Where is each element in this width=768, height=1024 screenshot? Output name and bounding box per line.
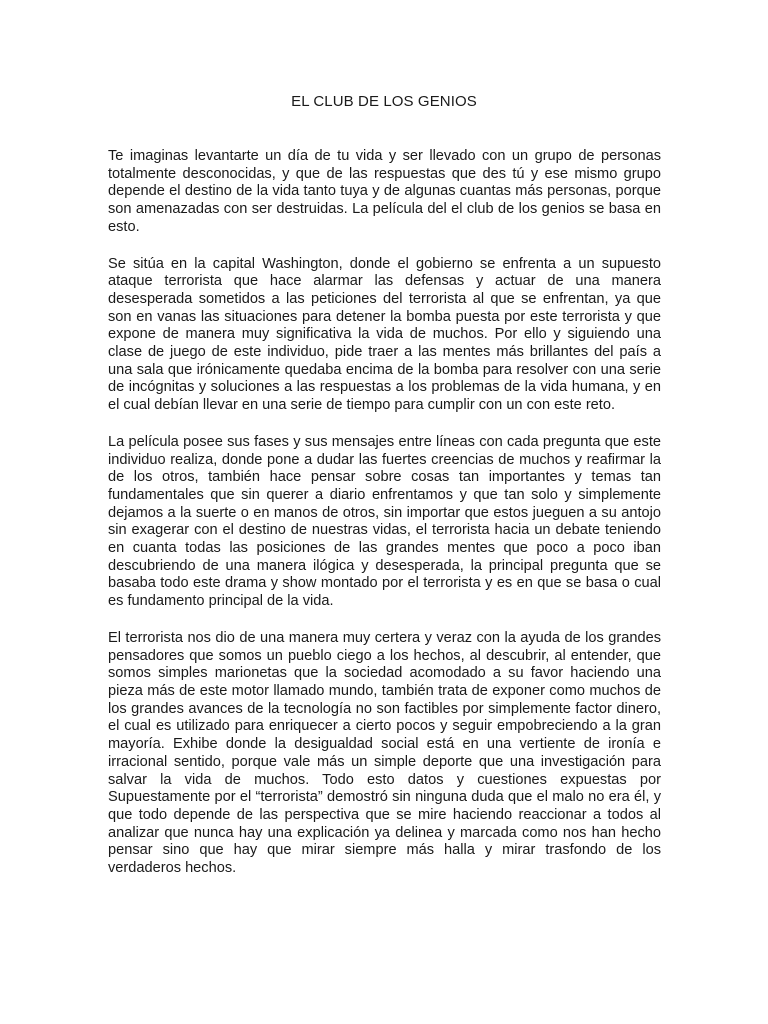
paragraph: Te imaginas levantarte un día de tu vida y ser llevado con un grupo de personas totalmente desconocidas, y que de las respuestas que des tú y ese mismo grupo depende el destino de la vida tanto tuya y de algunas cuantas más personas, porque son amenazadas con ser destruidas. La película del el club de los genios se basa en esto. — [108, 148, 661, 235]
paragraph: Se sitúa en la capital Washington, donde el gobierno se enfrenta a un supuesto ataque terrorista que hace alarmar las defensas y actuar de una manera desesperada sometidos a las peticiones del terrorista al que se enfrentan, ya que son en vanas las situaciones para detener la bomba puesta por este terrorista y que expone de manera muy significativa la vida de muchos. Por ello y siguiendo una clase de juego de este individuo, pide traer a las mentes más brillantes del país a una sala que irónicamente quedaba encima de la bomba para resolver con una serie de incógnitas y soluciones a las respuestas a los problemas de la vida humana, y en el cual debían llevar en una serie de tiempo para cumplir con un con este reto. — [108, 255, 661, 414]
document-body — [108, 148, 661, 897]
document-title: EL CLUB DE LOS GENIOS — [291, 93, 477, 110]
paragraph: El terrorista nos dio de una manera muy certera y veraz con la ayuda de los grandes pensadores que somos un pueblo ciego a los hechos, al descubrir, al entender, que somos simples marionetas que la sociedad acomodado a su favor haciendo una pieza más de este motor llamado mundo, también trata de exponer como muchos de los grandes avances de la tecnología no son factibles por simplemente factor dinero, el cual es utilizado para enriquecer a cierto pocos y seguir empobreciendo a la gran mayoría. Exhibe donde la desigualdad social está en una vertiente de ironía e irracional sentido, porque vale más un simple deporte que una investigación para salvar la vida de muchos. Todo esto datos y cuestiones expuestas por Supuestamente por el “terrorista” demostró sin ninguna duda que el malo no era él, y que todo depende de las perspectiva que se mire haciendo reaccionar a todos al analizar que nunca hay una explicación ya delinea y marcada como nos han hecho pensar sino que hay que mirar siempre más halla y mirar trasfondo de los verdaderos hechos. — [108, 629, 661, 877]
paragraph: La película posee sus fases y sus mensajes entre líneas con cada pregunta que este individuo realiza, donde pone a dudar las fuertes creencias de muchos y reafirmar la de los otros, también hace pensar sobre cosas tan importantes y temas tan fundamentales que sin querer a diario enfrentamos y que tan solo y simplemente dejamos a la suerte o en manos de otros, sin importar que estos jueguen a su antojo sin exagerar con el destino de nuestras vidas, el terrorista hacia un debate teniendo en cuanta todas las posiciones de las grandes mentes que poco a poco iban descubriendo de una manera ilógica y desesperada, la principal pregunta que se basaba todo este drama y show montado por el terrorista y es en que se basa o cual es fundamento principal de la vida. — [108, 433, 661, 610]
